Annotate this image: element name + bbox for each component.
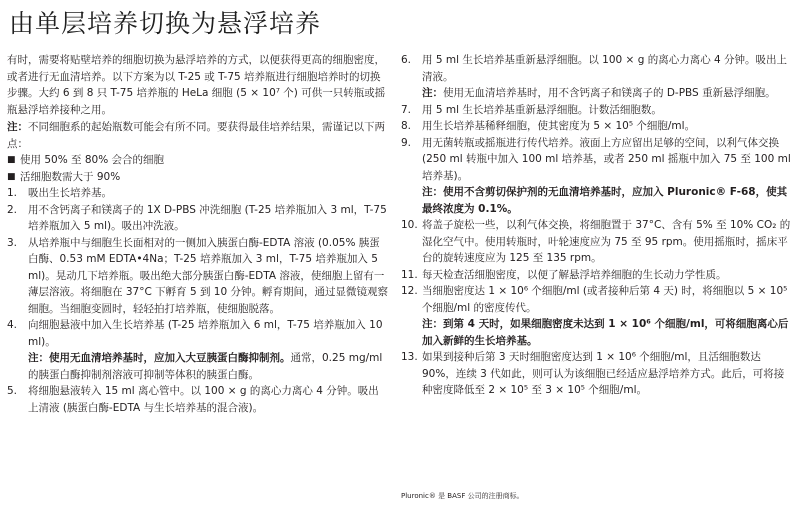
- square-bullet-icon: ■: [7, 171, 16, 182]
- intro-note: [7, 119, 389, 152]
- step-8: [401, 118, 791, 135]
- step-number: 13.: [401, 351, 418, 363]
- step-note-bold: 注：到第 4 天时，如果细胞密度未达到 1 × 10⁶ 个细胞/ml，可将细胞离心后加入新鲜的生长培养基。: [422, 318, 789, 347]
- step-text: 从培养瓶中与细胞生长面相对的一侧加入胰蛋白酶-EDTA 溶液 (0.05% 胰蛋白酶、0.53 mM EDTA•4Na；T-25 培养瓶加入 3 ml，T-75 培养瓶加入 5 ml)。晃动几下培养瓶。吸出绝大部分胰蛋白酶-EDTA 溶液，使细胞上留有一薄层溶液。将细胞在 37°C 下孵育 5 到 10 分钟。孵育期间，通过显微镜观察细胞。当细胞变圆时，轻轻拍打培养瓶，使细胞脱落。: [28, 236, 389, 315]
- step-text: 如果到接种后第 3 天时细胞密度达到 1 × 10⁶ 个细胞/ml，且活细胞数达 90%，连续 3 代如此，则可认为该细胞已经适应悬浮培养方式。此后，可将接种密度降低至 2 × 10⁵ 至 3 × 10⁵ 个细胞/ml。: [422, 351, 785, 396]
- step-5: [7, 383, 389, 416]
- step-2: [7, 202, 389, 235]
- step-text: 将盖子旋松一些，以利气体交换，将细胞置于 37°C、含有 5% 至 10% CO₂ 的湿化空气中。使用转瓶时，叶轮速度应为 75 至 95 rpm。使用摇瓶时，摇床平台的旋转速度应为 125 至 135 rpm。: [422, 219, 791, 264]
- step-10: [401, 217, 791, 267]
- trademark-footnote: Pluronic® 是 BASF 公司的注册商标。: [401, 492, 524, 500]
- step-text: 向细胞悬液中加入生长培养基 (T-25 培养瓶加入 6 ml，T-75 培养瓶加入 10 ml)。: [28, 319, 383, 348]
- right-column: [401, 52, 791, 399]
- step-text: 当细胞密度达 1 × 10⁶ 个细胞/ml (或者接种后第 4 天) 时，将细胞以 5 × 10⁵ 个细胞/ml 的密度传代。: [422, 285, 788, 314]
- step-number: 4.: [7, 319, 18, 331]
- step-number: 10.: [401, 219, 418, 231]
- step-number: 12.: [401, 285, 418, 297]
- step-note-text: 使用无血清培养基时，用不含钙离子和镁离子的 D-PBS 重新悬浮细胞。: [443, 87, 776, 99]
- step-text: 每天检查活细胞密度，以便了解悬浮培养细胞的生长动力学性质。: [422, 268, 727, 281]
- step-13: [401, 349, 791, 399]
- step-number: 7.: [401, 103, 412, 116]
- step-note: [28, 350, 389, 383]
- step-text: 用 5 ml 生长培养基重新悬浮细胞。以 100 × g 的离心力离心 4 分钟。吸出上清液。: [422, 54, 788, 83]
- step-text: 吸出生长培养基。: [28, 187, 112, 199]
- step-note-bold: 注：: [422, 87, 443, 99]
- step-note: [422, 184, 791, 217]
- step-number: 8.: [401, 120, 412, 132]
- step-note: [422, 85, 791, 102]
- step-note-bold: 注：使用无血清培养基时，应加入大豆胰蛋白酶抑制剂。: [28, 352, 291, 364]
- intro-paragraph: 有时，需要将贴壁培养的细胞切换为悬浮培养的方式，以便获得更高的细胞密度，或者进行无血清培养。以下方案为以 T-25 或 T-75 培养瓶进行细胞培养时的切换步骤。大约 6 到 8 只 T-75 培养瓶的 HeLa 细胞 (5 × 10⁷ 个) 可供一只转瓶或摇瓶悬浮培养接种之用。: [7, 54, 386, 116]
- step-number: 1.: [7, 187, 18, 199]
- step-text: 将细胞悬液转入 15 ml 离心管中。以 100 × g 的离心力离心 4 分钟。吸出上清液 (胰蛋白酶-EDTA 与生长培养基的混合液)。: [28, 385, 379, 414]
- step-9: [401, 135, 791, 218]
- step-text: 用不含钙离子和镁离子的 1X D-PBS 冲洗细胞 (T-25 培养瓶加入 3 ml，T-75 培养瓶加入 5 ml)。吸出冲洗液。: [28, 203, 387, 232]
- step-text: 用 5 ml 生长培养基重新悬浮细胞。计数活细胞数。: [422, 103, 662, 116]
- step-number: 3.: [7, 236, 18, 249]
- bullet-text: 活细胞数需大于 90%: [20, 170, 121, 183]
- step-note-text: 通常，0.25 mg/ml 的胰蛋白酶抑制剂溶液可抑制等体积的胰蛋白酶。: [28, 352, 383, 381]
- step-number: 11.: [401, 268, 418, 281]
- step-number: 6.: [401, 54, 412, 66]
- step-number: 2.: [7, 203, 18, 216]
- step-note-bold: 注：使用不含剪切保护剂的无血清培养基时，应加入 Pluronic® F-68，使其最终浓度为 0.1%。: [422, 186, 788, 215]
- page-title: 由单层培养切换为悬浮培养: [9, 9, 322, 38]
- step-6: [401, 52, 791, 102]
- step-number: 5.: [7, 385, 18, 397]
- step-3: [7, 235, 389, 318]
- step-11: [401, 267, 791, 284]
- step-1: [7, 185, 389, 202]
- note-text: 不同细胞系的起始瓶数可能会有所不同。要获得最佳培养结果，需谨记以下两点：: [7, 121, 385, 150]
- step-4: [7, 317, 389, 383]
- step-note: [422, 316, 791, 349]
- step-text: 用无菌转瓶或摇瓶进行传代培养。液面上方应留出足够的空间，以利气体交换 (250 ml 转瓶中加入 100 ml 培养基，或者 250 ml 摇瓶中加入 75 至 100 ml 培养基)。: [422, 136, 791, 182]
- step-number: 9.: [401, 136, 412, 149]
- step-12: [401, 283, 791, 349]
- note-label: 注：: [7, 121, 28, 133]
- step-7: [401, 102, 791, 119]
- left-column: [7, 52, 389, 416]
- square-bullet-icon: ■: [7, 155, 16, 165]
- bullet-item: [7, 152, 389, 169]
- step-text: 用生长培养基稀释细胞，使其密度为 5 × 10⁵ 个细胞/ml。: [422, 120, 696, 132]
- bullet-text: 使用 50% 至 80% 会合的细胞: [20, 154, 165, 166]
- bullet-item: [7, 169, 389, 186]
